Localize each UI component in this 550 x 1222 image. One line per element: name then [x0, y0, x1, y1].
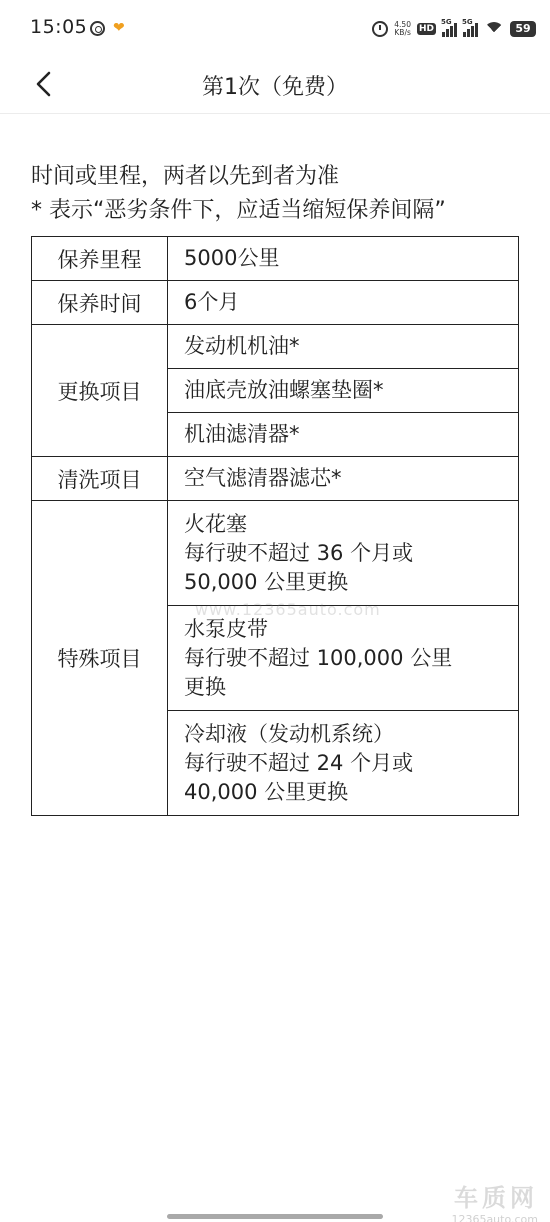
signal-sim1-icon [441, 18, 457, 37]
network-speed-unit: KB/s [394, 28, 411, 37]
table-row [32, 501, 519, 606]
sim2-label: 5G [462, 18, 473, 26]
battery-icon: 59 [510, 21, 536, 37]
mileage-label: 保养里程 [32, 237, 168, 281]
intro-line-1: 时间或里程，两者以先到者为准 [31, 164, 340, 189]
status-icons [372, 18, 536, 40]
table-row [32, 281, 519, 325]
nav-bar [0, 58, 550, 114]
special-item-title: 水泵皮带 [184, 616, 268, 641]
wifi-icon [484, 22, 504, 36]
special-item-line: 每行驶不超过 100,000 公里 [184, 645, 453, 670]
replace-label: 更换项目 [32, 325, 168, 457]
intro-line-2: * 表示“恶劣条件下，应适当缩短保养间隔” [31, 198, 446, 223]
special-label: 特殊项目 [32, 501, 168, 816]
special-item-line: 每行驶不超过 36 个月或 [184, 540, 414, 565]
intro-text [31, 160, 531, 228]
special-item-title: 冷却液（发动机系统） [184, 721, 394, 746]
alarm-icon [372, 21, 388, 37]
app-notification-icon: ❤ [113, 20, 125, 36]
maintenance-table [31, 236, 519, 816]
table-row [32, 237, 519, 281]
signal-sim2-icon [462, 18, 478, 37]
status-bar [0, 0, 550, 58]
watermark-logo-url: 12365auto.com [451, 1213, 538, 1222]
status-time: 15:05 [30, 16, 88, 38]
special-item-line: 50,000 公里更换 [184, 569, 349, 594]
clean-value: 空气滤清器滤芯* [168, 457, 519, 501]
replace-item: 油底壳放油螺塞垫圈* [168, 369, 519, 413]
network-speed [394, 21, 411, 37]
hd-voice-icon: HD [418, 24, 434, 34]
network-speed-value: 4.50 [394, 20, 411, 29]
watermark-logo [451, 1178, 538, 1222]
netease-music-icon [90, 21, 105, 36]
sim1-label: 5G [441, 18, 452, 26]
table-row [32, 457, 519, 501]
page-title: 第1次（免费） [202, 75, 348, 100]
watermark-text: www.12365auto.com [195, 600, 381, 619]
time-value: 6个月 [168, 281, 519, 325]
home-indicator[interactable] [167, 1214, 383, 1219]
special-item [168, 501, 519, 606]
watermark-logo-text: 车质网 [454, 1184, 538, 1212]
special-item [168, 606, 519, 711]
special-item-line: 每行驶不超过 24 个月或 [184, 750, 414, 775]
mileage-value: 5000公里 [168, 237, 519, 281]
special-item-title: 火花塞 [184, 511, 247, 536]
clean-label: 清洗项目 [32, 457, 168, 501]
special-item [168, 711, 519, 816]
replace-item: 机油滤清器* [168, 413, 519, 457]
table-row [32, 325, 519, 369]
special-item-line: 40,000 公里更换 [184, 779, 349, 804]
time-label: 保养时间 [32, 281, 168, 325]
replace-item: 发动机机油* [168, 325, 519, 369]
special-item-line: 更换 [184, 674, 226, 699]
